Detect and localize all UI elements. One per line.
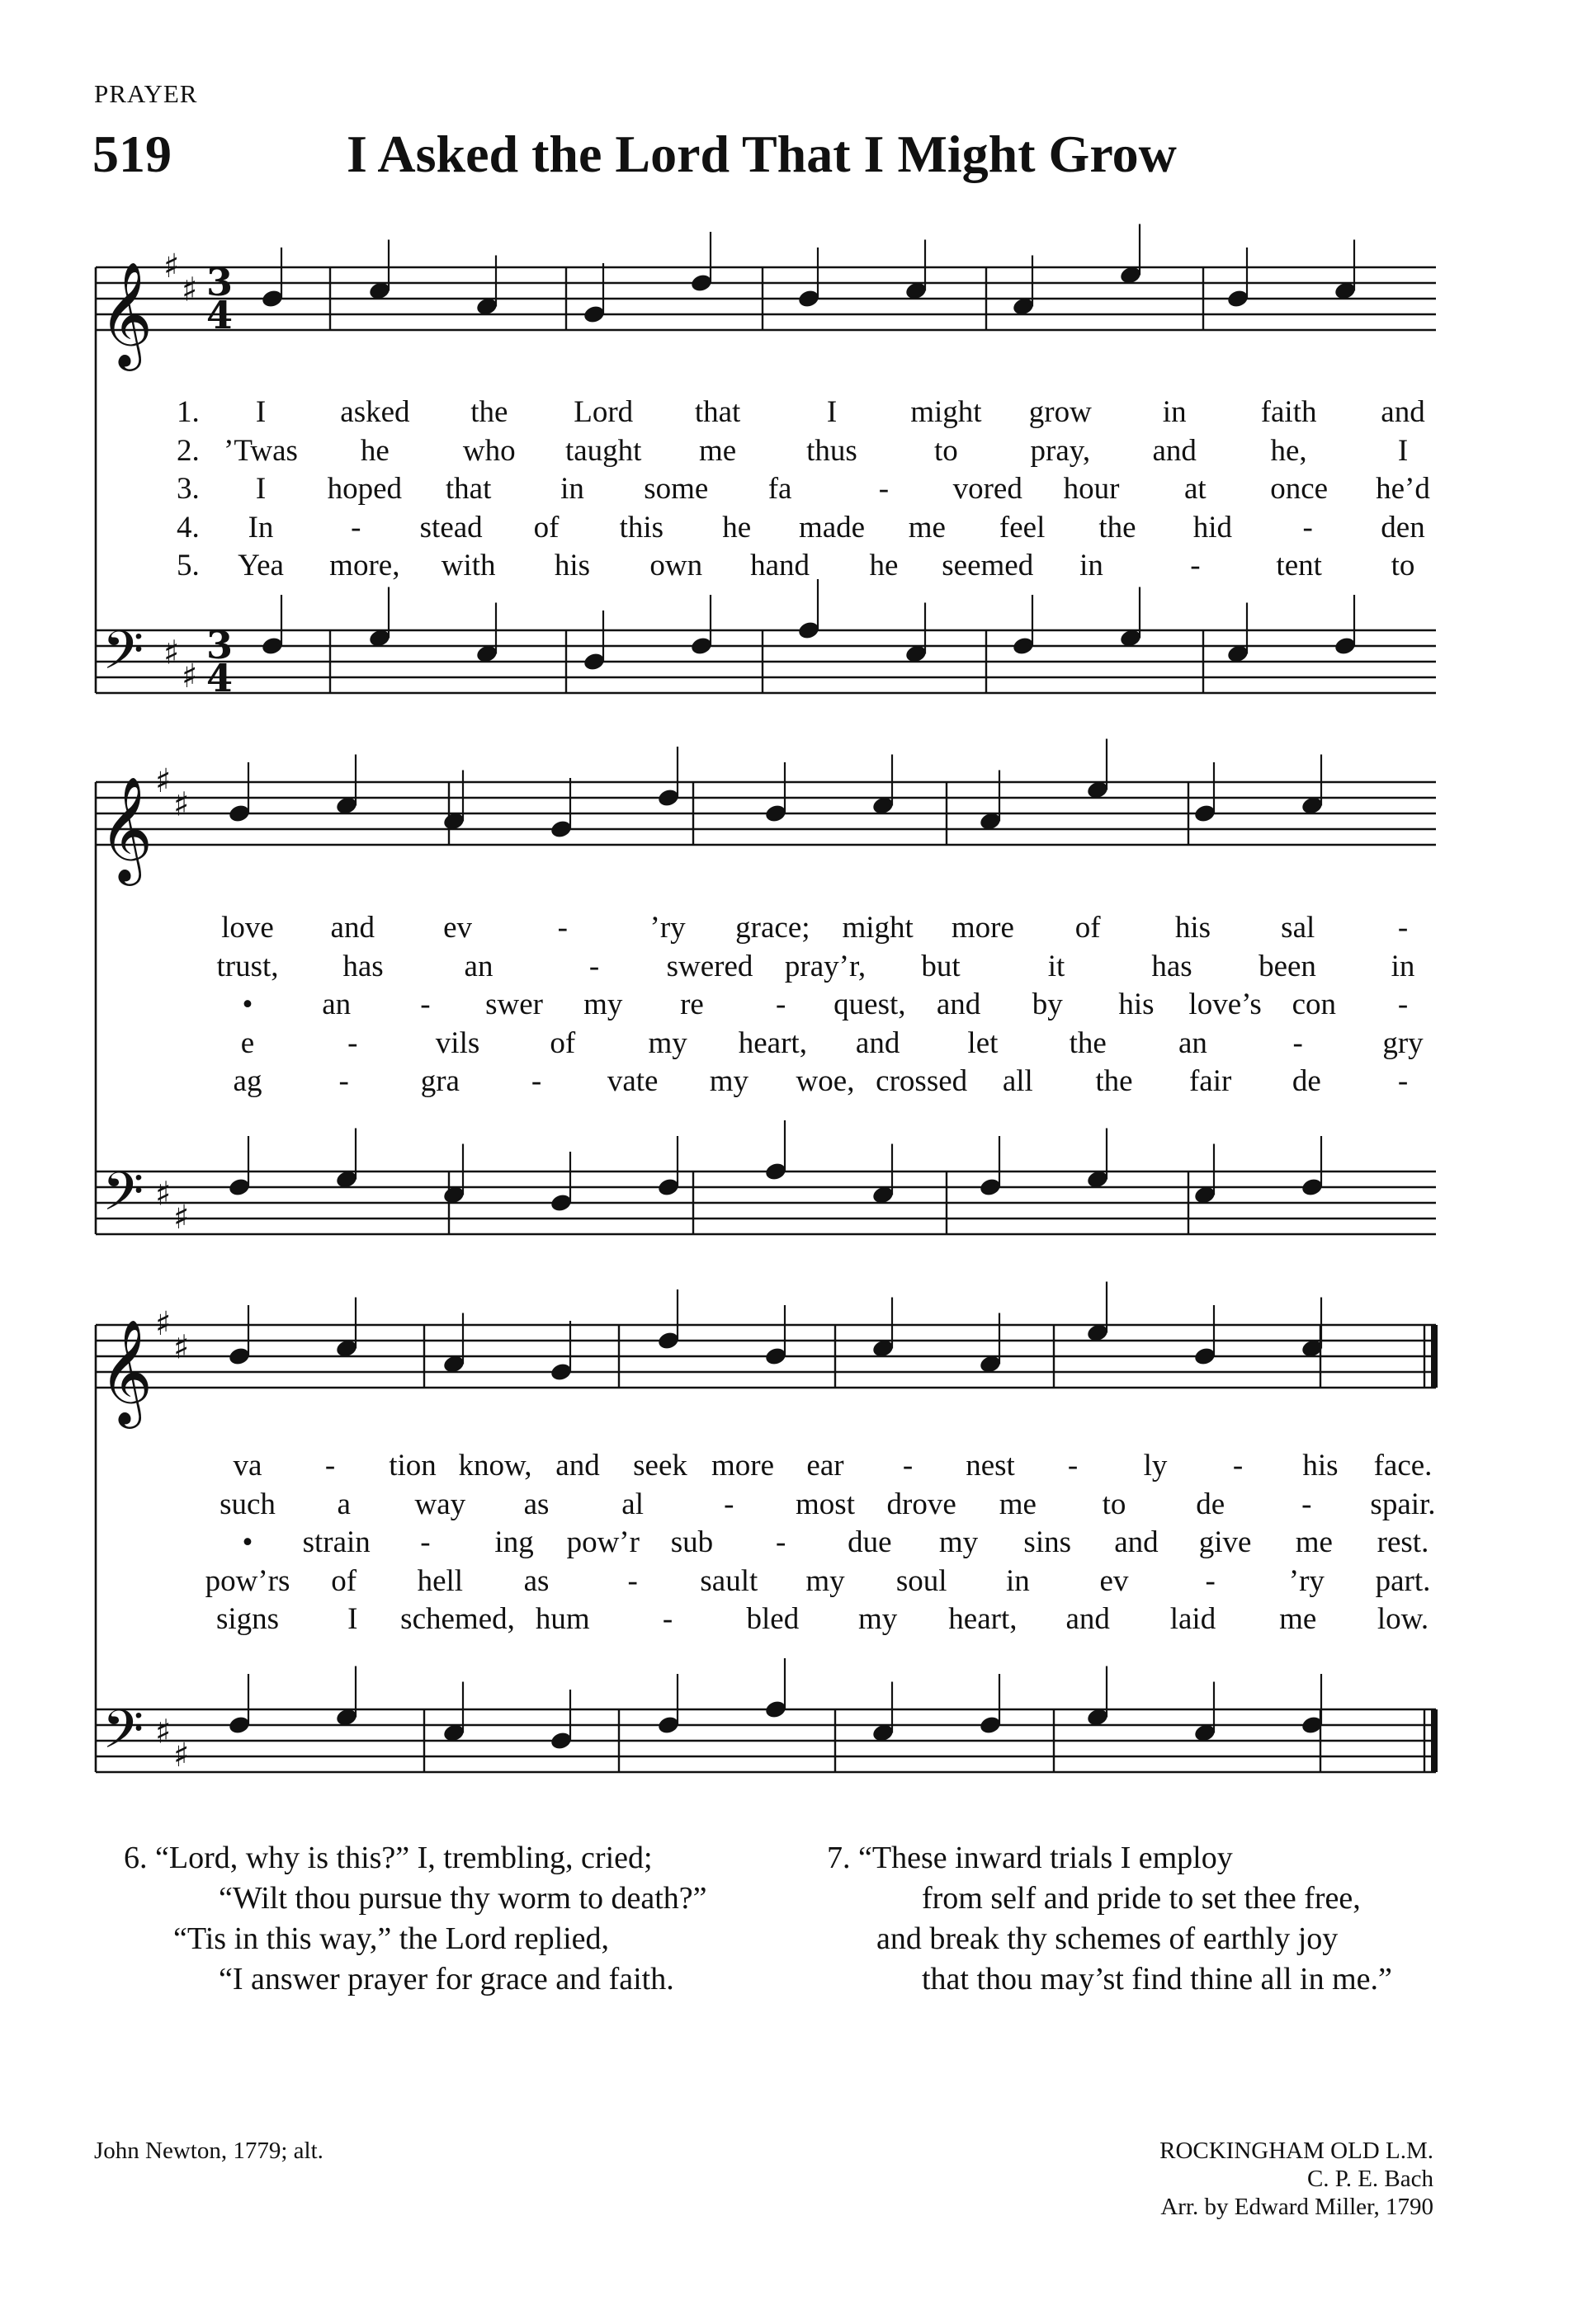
lyric-syllable: asked [340,395,410,429]
lyric-syllable: - [724,1487,734,1521]
lyric-syllable: has [1151,949,1192,983]
lyric-line [0,510,1582,548]
lyric-syllable: ev [443,911,472,945]
lyric-syllable: thus [806,433,857,468]
lyric-syllable: me [908,510,946,544]
lyric-line [0,433,1582,471]
verse-number: 5. [177,549,200,582]
lyric-syllable: with [441,549,496,582]
svg-text:♯: ♯ [163,247,180,285]
lyric-syllable: to [1102,1487,1126,1521]
lyric-syllable: all [1002,1064,1033,1098]
bass-staff [96,630,1436,693]
lyric-syllable: and [1114,1525,1159,1559]
lyric-syllable: such [220,1487,276,1521]
lyric-syllable: as [523,1487,550,1521]
lyric-syllable: swered [666,949,753,983]
key-signature-bass [155,1176,189,1237]
lyric-line [0,548,1582,586]
lyric-syllable: love’s [1188,988,1262,1021]
lyric-syllable: - [902,1449,914,1483]
lyric-line [0,471,1582,509]
lyric-syllable: me [1279,1602,1317,1636]
lyric-syllable: I [1397,433,1409,468]
lyric-syllable: pray’r, [784,949,867,983]
bass-notes [228,1120,1325,1214]
lyric-syllable: my [709,1064,748,1098]
lyric-syllable: stead [419,510,483,544]
lyric-syllable: laid [1169,1602,1216,1636]
lyric-syllable: fa [767,472,792,506]
treble-clef: 𝄞 [99,1318,153,1424]
lyric-syllable: soul [895,1563,947,1598]
lyric-syllable: - [1302,510,1313,544]
lyric-syllable: some [644,472,709,506]
svg-text:4: 4 [206,656,234,700]
lyric-syllable: my [805,1563,845,1598]
treble-notes [261,224,1358,325]
lyric-syllable: tent [1276,549,1322,582]
lyric-syllable: let [967,1025,999,1060]
lyric-syllable: an [464,949,493,983]
lyric-syllable: - [1397,911,1409,945]
lyric-syllable: it [1047,949,1065,983]
bass-notes [228,1658,1325,1751]
lyric-syllable: might [910,395,982,429]
lyric-syllable: - [531,1064,542,1098]
lyric-syllable: of [331,1563,357,1598]
lyric-syllable: the [1095,1064,1133,1098]
key-signature-bass [155,1714,189,1775]
lyric-syllable: pray, [1030,433,1091,468]
lyric-syllable: might [842,911,914,945]
lyric-syllable: his [554,549,591,582]
lyric-syllable: he’d [1376,472,1430,506]
lyric-syllable: hand [750,549,810,582]
lyric-syllable: who [462,433,516,468]
lyric-syllable: this [619,510,664,544]
lyric-syllable: - [662,1602,673,1636]
lyric-syllable: hour [1063,472,1120,506]
lyric-syllable: ’ry [1288,1563,1325,1598]
lyric-syllable: re [680,988,704,1021]
lyric-syllable: and [855,1025,900,1060]
lyric-syllable: and [1065,1602,1110,1636]
lyric-syllable: con [1292,988,1337,1021]
lyric-syllable: an [1178,1025,1207,1060]
lyric-syllable: - [1301,1487,1312,1521]
composer-credit: C. P. E. Bach [1306,2166,1433,2192]
lyric-syllable: in [560,472,584,506]
lyric-syllable: trust, [216,949,279,983]
lyric-syllable: gra [420,1064,460,1098]
lyric-syllable: ly [1143,1449,1168,1483]
lyric-syllable: al [621,1487,645,1521]
bass-notes [261,579,1358,672]
lyric-syllable: seek [633,1449,687,1483]
lyric-syllable: ’Twas [224,433,298,468]
lyric-syllable: more, [329,549,400,582]
lyric-syllable: va [233,1449,262,1483]
verse-number: 2. [177,433,200,468]
lyric-syllable: love [221,911,274,945]
lyric-syllable: pow’r [566,1525,640,1559]
lyric-syllable: grow [1028,395,1092,429]
lyric-syllable: • [242,1525,253,1559]
verse-number: 1. [177,395,200,429]
lyric-syllable: in [1005,1563,1030,1598]
lyric-syllable: I [347,1602,358,1636]
lyric-syllable: - [775,988,786,1021]
treble-staff [96,782,1436,845]
lyric-line [0,1448,1582,1486]
lyric-syllable: at [1184,472,1207,506]
lyric-syllable: signs [215,1602,280,1636]
lyric-syllable: Lord [574,395,634,429]
lyric-syllable: tion [389,1449,437,1483]
lyric-syllable: ing [494,1525,534,1559]
verse-number: 4. [177,510,200,544]
lyric-syllable: and [330,911,375,945]
lyric-syllable: hid [1192,510,1232,544]
lyric-syllable: as [523,1563,550,1598]
lyric-syllable: - [557,911,568,945]
lyric-syllable: more [711,1449,775,1483]
lyric-syllable: - [1397,988,1409,1021]
treble-notes [228,1282,1325,1383]
lyric-syllable: pow’rs [205,1563,290,1598]
lyric-syllable: but [921,949,961,983]
lyric-syllable: his [1174,911,1211,945]
lyric-syllable: schemed, [400,1602,515,1636]
bass-clef: 𝄢 [102,1162,144,1236]
svg-text:♯: ♯ [173,1328,190,1367]
lyric-syllable: - [1232,1449,1244,1483]
lyric-syllable: I [255,472,267,506]
lyric-syllable: In [248,510,274,544]
lyric-syllable: de [1196,1487,1225,1521]
svg-text:♯: ♯ [173,1737,190,1775]
lyric-syllable: me [1295,1525,1333,1559]
section-heading: PRAYER [94,79,198,108]
lyric-syllable: - [1397,1064,1409,1098]
lyric-syllable: - [351,510,361,544]
lyric-syllable: that [445,472,492,506]
lyric-syllable: due [848,1525,892,1559]
stanza-line: from self and pride to set thee free, [922,1881,1361,1916]
lyric-syllable: of [550,1025,576,1060]
lyric-syllable: by [1032,988,1063,1021]
svg-text:4: 4 [206,293,234,337]
svg-text:♯: ♯ [173,785,190,824]
lyric-syllable: bled [746,1602,800,1636]
lyric-syllable: of [533,510,560,544]
lyric-syllable: of [1074,911,1101,945]
lyric-syllable: vate [607,1064,659,1098]
lyric-syllable: hoped [327,472,403,506]
lyric-syllable: me [698,433,737,468]
lyric-syllable: rest. [1377,1525,1429,1559]
lyric-syllable: hell [417,1563,464,1598]
lyric-syllable: - [775,1525,786,1559]
lyric-syllable: ’ry [649,911,686,945]
arranger-credit: Arr. by Edward Miller, 1790 [1160,2194,1433,2220]
key-signature-bass [163,634,197,696]
lyric-syllable: - [420,1525,431,1559]
lyric-syllable: give [1198,1525,1252,1559]
lyric-syllable: way [414,1487,466,1521]
lyric-syllable: de [1292,1064,1321,1098]
stanza-line: 6. “Lord, why is this?” I, trembling, cried; [124,1841,653,1875]
lyric-syllable: grace; [735,911,810,945]
lyric-syllable: seemed [942,549,1034,582]
treble-notes [228,739,1325,840]
svg-text:♯: ♯ [173,1199,190,1237]
lyric-syllable: the [1098,510,1136,544]
stanza-line: “Tis in this way,” the Lord replied, [173,1921,610,1956]
svg-text:♯: ♯ [163,634,180,672]
stanza-6 [124,1838,707,2000]
lyric-syllable: to [934,433,958,468]
bass-staff [96,1171,1436,1234]
bass-clef: 𝄢 [102,620,144,695]
lyric-syllable: heart, [738,1025,807,1060]
lyric-syllable: own [649,549,703,582]
lyric-syllable: - [1067,1449,1079,1483]
time-signature-bass [206,623,233,700]
svg-text:♯: ♯ [155,762,172,800]
svg-text:♯: ♯ [155,1175,172,1214]
lyric-syllable: and [1152,433,1197,468]
lyric-syllable: gry [1382,1025,1424,1060]
lyric-syllable: the [1069,1025,1107,1060]
lyric-line [0,1563,1582,1601]
svg-text:♯: ♯ [155,1305,172,1343]
lyric-line [0,949,1582,987]
key-signature-treble [155,1305,189,1367]
lyric-syllable: - [1190,549,1201,582]
verse-number: 3. [177,472,200,506]
lyric-syllable: hum [535,1602,590,1636]
lyric-syllable: faith [1260,395,1317,429]
lyric-syllable: - [878,472,890,506]
lyric-syllable: swer [485,988,543,1021]
lyric-syllable: an [322,988,352,1021]
hymn-title: I Asked the Lord That I Might Grow [347,125,1177,183]
lyric-syllable: - [627,1563,638,1598]
lyric-syllable: sub [670,1525,714,1559]
time-signature-treble [206,260,233,337]
bass-clef: 𝄢 [102,1699,144,1774]
svg-text:3: 3 [206,260,234,304]
lyric-syllable: know, [458,1449,532,1483]
treble-clef: 𝄞 [99,775,153,881]
lyric-syllable: heart, [948,1602,1018,1636]
lyric-syllable: me [999,1487,1037,1521]
lyric-syllable: face. [1373,1449,1433,1483]
lyric-syllable: been [1259,949,1316,983]
lyric-syllable: - [420,988,431,1021]
lyric-syllable: - [324,1449,336,1483]
bass-staff [96,1709,1436,1772]
lyric-syllable: and [1381,395,1425,429]
lyric-syllable: my [857,1602,898,1636]
lyric-syllable: made [798,510,866,544]
lyric-syllable: e [240,1025,255,1060]
lyric-syllable: feel [999,510,1046,544]
lyric-syllable: has [342,949,384,983]
lyric-syllable: I [255,395,267,429]
lyric-syllable: in [1391,949,1415,983]
lyric-syllable: my [648,1025,687,1060]
stanza-7 [827,1838,1392,2000]
lyric-syllable: my [938,1525,979,1559]
lyric-syllable: - [347,1025,358,1060]
treble-staff [96,1325,1436,1388]
lyric-syllable: nest [966,1449,1015,1483]
lyric-syllable: in [1162,395,1187,429]
text-credit: John Newton, 1779; alt. [94,2138,323,2164]
lyric-syllable: ear [806,1449,844,1483]
lyric-syllable: sal [1281,911,1315,945]
stanza-line: that thou may’st find thine all in me.” [922,1962,1392,1996]
lyric-syllable: quest, [834,988,906,1021]
treble-clef: 𝄞 [99,261,153,366]
lyric-syllable: in [1079,549,1103,582]
lyric-syllable: I [826,395,838,429]
lyric-syllable: part. [1375,1563,1431,1598]
lyric-syllable: a [337,1487,351,1521]
lyric-syllable: crossed [876,1064,968,1098]
lyric-syllable: sault [700,1563,758,1598]
stanza-line: “Wilt thou pursue thy worm to death?” [219,1881,707,1916]
lyric-syllable: ag [233,1064,262,1098]
lyric-syllable: spair. [1370,1487,1436,1521]
lyric-syllable: his [1118,988,1155,1021]
key-signature-treble [163,247,197,309]
lyric-syllable: sins [1023,1525,1072,1559]
lyric-syllable: he, [1270,433,1307,468]
lyric-syllable: that [694,395,741,429]
stanza-line: “I answer prayer for grace and faith. [219,1962,674,1996]
lyric-line [0,1487,1582,1525]
svg-text:♯: ♯ [182,658,198,695]
lyric-syllable: Yea [238,549,284,582]
lyric-syllable: fair [1188,1064,1232,1098]
lyric-syllable: to [1391,549,1415,582]
lyric-syllable: he [869,549,899,582]
lyric-syllable: woe, [796,1064,855,1098]
lyric-line [0,987,1582,1025]
svg-text:3: 3 [206,623,234,667]
lyric-syllable: - [588,949,600,983]
stanza-line: 7. “These inward trials I employ [827,1841,1233,1875]
lyric-line [0,394,1582,432]
lyric-syllable: the [470,395,508,429]
lyric-syllable: my [583,988,623,1021]
lyric-line [0,1601,1582,1639]
tune-name: ROCKINGHAM OLD L.M. [1159,2138,1433,2164]
lyric-line [0,1025,1582,1063]
lyric-syllable: once [1270,472,1329,506]
lyric-syllable: - [1205,1563,1216,1598]
lyric-syllable: ev [1099,1563,1129,1598]
lyric-syllable: most [796,1487,855,1521]
key-signature-treble [155,762,189,824]
lyric-syllable: - [338,1064,349,1098]
hymn-number: 519 [92,125,172,183]
svg-text:♯: ♯ [182,271,198,309]
lyric-syllable: and [936,988,981,1021]
lyric-syllable: • [242,988,253,1021]
lyric-syllable: drove [886,1487,956,1521]
lyric-syllable: low. [1377,1602,1429,1636]
lyric-syllable: he [722,510,752,544]
tune-credit [1159,2137,1433,2221]
lyric-syllable: - [1292,1025,1303,1060]
lyric-syllable: taught [564,433,642,468]
lyric-syllable: and [555,1449,600,1483]
lyric-line [0,1063,1582,1101]
lyric-line [0,910,1582,948]
lyric-syllable: vored [952,472,1022,506]
lyric-syllable: his [1302,1449,1339,1483]
lyric-syllable: vils [435,1025,480,1060]
lyric-syllable: more [951,911,1014,945]
stanza-line: and break thy schemes of earthly joy [876,1921,1339,1956]
svg-text:♯: ♯ [155,1713,172,1751]
lyric-syllable: strain [302,1525,371,1559]
lyric-line [0,1525,1582,1563]
lyric-syllable: he [360,433,390,468]
lyric-syllable: den [1381,510,1425,544]
